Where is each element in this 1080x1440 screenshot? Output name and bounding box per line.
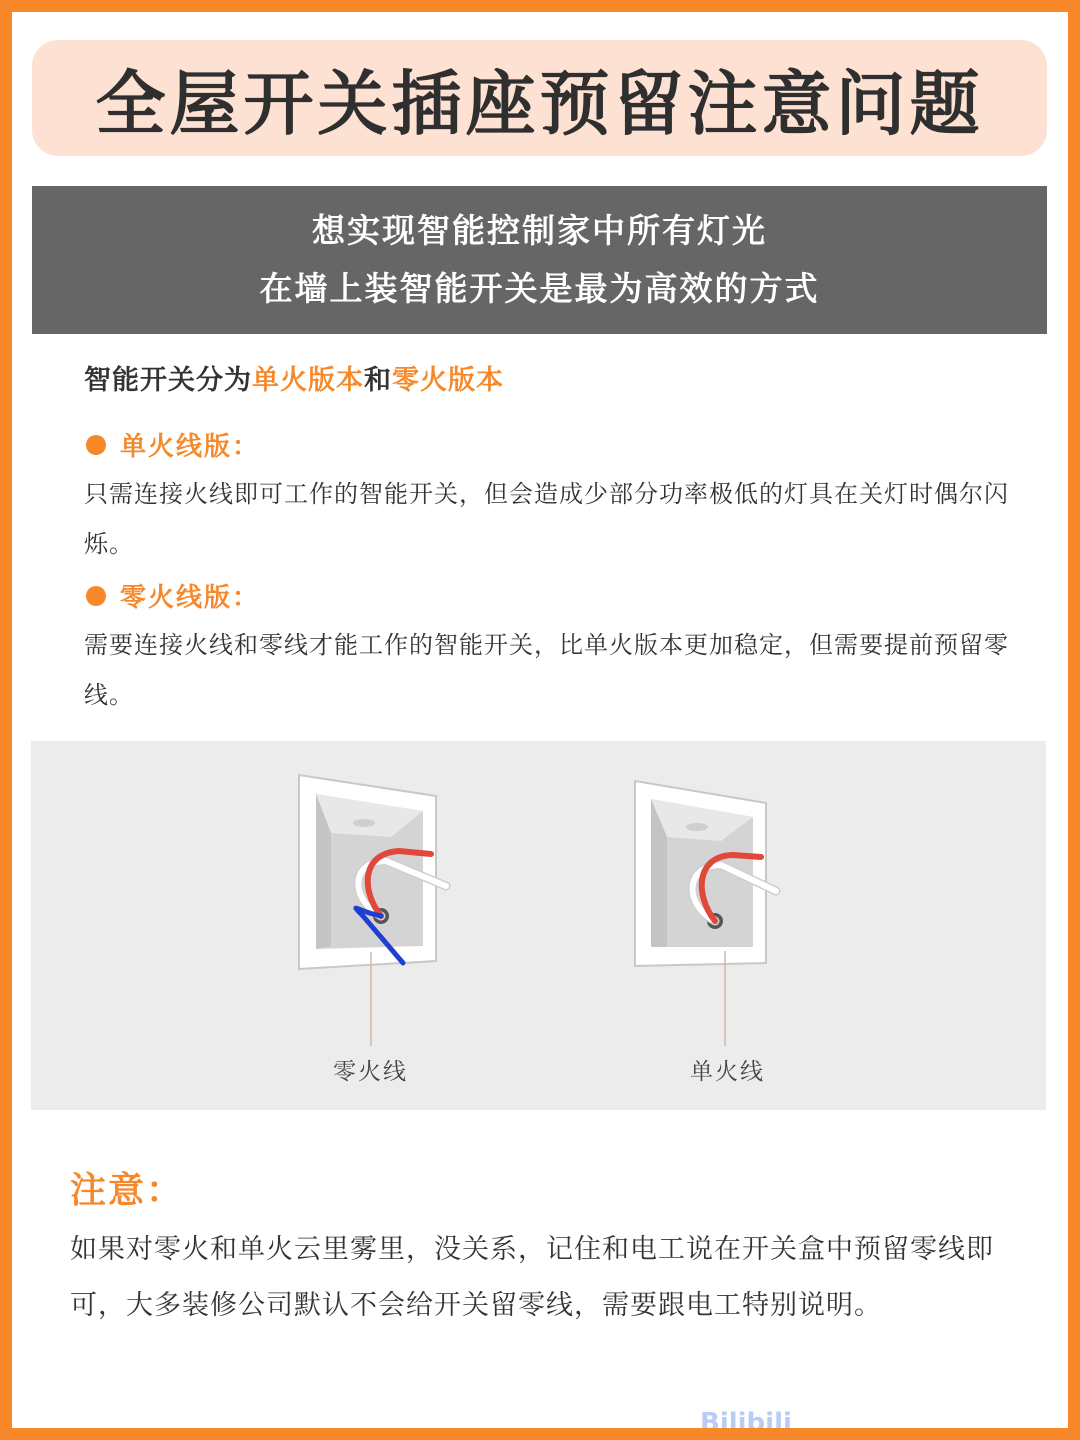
wiring-illustration bbox=[31, 741, 1046, 1110]
intro-prefix: 智能开关分为 bbox=[84, 365, 252, 396]
banner bbox=[32, 186, 1047, 334]
intro-zero: 零火版本 bbox=[392, 365, 504, 396]
section-heading-label: 零火线版： bbox=[120, 583, 261, 613]
section-text-single: 只需连接火线即可工作的智能开关，但会造成少部分功率极低的灯具在关灯时偶尔闪烁。 bbox=[84, 480, 1009, 558]
note-title: 注意： bbox=[70, 1170, 185, 1211]
wiring-figure bbox=[31, 741, 1046, 1110]
bullet-dot-icon bbox=[86, 435, 106, 455]
section-text-zero: 需要连接火线和零线才能工作的智能开关，比单火版本更加稳定，但需要提前预留零线。 bbox=[84, 631, 1009, 709]
watermark-logo-icon: Bilibili bbox=[700, 1408, 792, 1438]
single-live-box-icon bbox=[635, 781, 776, 1046]
page-title: 全屋开关插座预留注意问题 bbox=[95, 62, 984, 145]
section-heading-label: 单火线版： bbox=[120, 432, 261, 462]
section-heading-zero bbox=[86, 577, 260, 614]
zero-live-label: 零火线 bbox=[333, 1059, 408, 1085]
zero-live-box-icon bbox=[299, 775, 446, 1046]
note-text: 如果对零火和单火云里雾里，没关系，记住和电工说在开关盒中预留零线即可，大多装修公司默认不会给开关留零线，需要跟电工特别说明。 bbox=[70, 1234, 994, 1321]
section-heading-single bbox=[86, 426, 260, 463]
intro-and: 和 bbox=[364, 365, 392, 396]
intro-text bbox=[84, 358, 504, 397]
single-live-label: 单火线 bbox=[690, 1059, 765, 1085]
bullet-dot-icon bbox=[86, 586, 106, 606]
title-box bbox=[32, 40, 1047, 156]
intro-single: 单火版本 bbox=[252, 365, 364, 396]
banner-line-2: 在墙上装智能开关是最为高效的方式 bbox=[259, 269, 820, 308]
banner-line-1: 想实现智能控制家中所有灯光 bbox=[312, 211, 767, 250]
